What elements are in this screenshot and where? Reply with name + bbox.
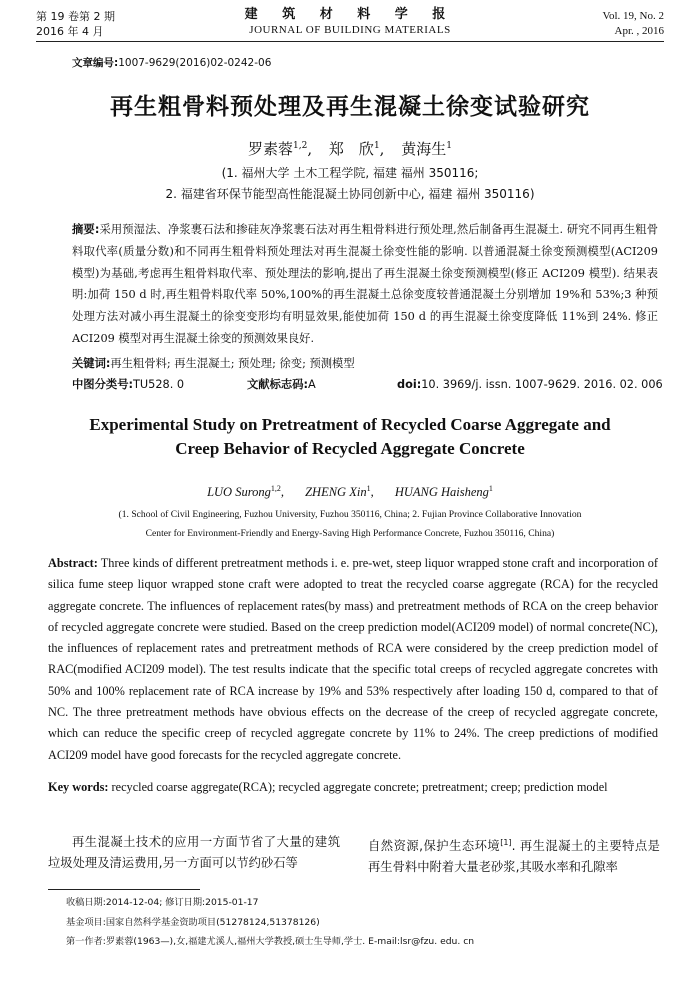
author-en-2: ZHENG Xin$^1$, xyxy=(305,484,374,500)
author-en-1: LUO Surong$^{1,2}$, xyxy=(207,484,284,500)
authors-en xyxy=(0,484,700,500)
title-en-line-2: Creep Behavior of Recycled Aggregate Concrete xyxy=(175,439,525,458)
running-header-left xyxy=(36,9,115,39)
author-cn-1: 罗素蓉$^{1,2}$, xyxy=(248,140,313,158)
affiliation-en-1: (1. School of Civil Engineering, Fuzhou University, Fuzhou 350116, China; 2. Fujian Province Collaborative Innovation xyxy=(118,509,582,520)
author-cn-2: 郑 欣$^1$, xyxy=(328,140,385,158)
title-en xyxy=(40,413,660,461)
footnote-author: 第一作者:罗素蓉(1963—),女,福建尤溪人,福州大学教授,硕士生导师,学士. E-mail:lsr@fzu. edu. cn xyxy=(66,936,475,947)
body-column-left: 再生混凝土技术的应用一方面节省了大量的建筑垃圾处理及清运费用,另一方面可以节约砂石等 xyxy=(48,835,340,870)
affiliation-cn-2: 2. 福建省环保节能型高性能混凝土协同创新中心, 福建 福州 350116) xyxy=(165,187,535,201)
title-en-line-1: Experimental Study on Pretreatment of Recycled Coarse Aggregate and xyxy=(89,415,611,434)
abstract-en-text: Three kinds of different pretreatment methods i. e. pre-wet, steep liquor wrapped stone craft and incorporation of silica fume steep liquor wrapped stone craft were adopted to treat the recycled coarse aggregate (RCA) for the recycled aggregate concrete. The influences of replacement rates(by mass) and pretreatment methods of RCA on the creep behavior of recycled aggregate concrete were studied. Based on the creep prediction model(ACI209 model) of normal concrete(NC), the influences of replacement rates and pretreatment methods of RCA were considered by the creep prediction model of RAC(modified ACI209 model). The test results indicate that the specific total creeps of recycled aggregate concretes with 50% and 100% replacement rate of RCA increase by 19% and 53% respectively after loading 150 d, compared to that of NC. The three pretreatment methods have obvious effects on the decrease of the creep of recycled aggregate concrete, which can reduce the specific creep of recycled aggregate concrete by 11% to 24%. The creep predictions of modified ACI209 model have good forecasts for the recycled aggregate concrete. xyxy=(48,556,658,762)
keywords-cn xyxy=(72,354,658,374)
article-number-value: 1007-9629(2016)02-0242-06 xyxy=(118,57,272,69)
abstract-en-label: Abstract: xyxy=(48,556,98,570)
affiliations-cn xyxy=(0,163,700,205)
footnote-divider xyxy=(48,889,200,890)
journal-name-en: JOURNAL OF BUILDING MATERIALS xyxy=(249,24,451,36)
abstract-cn-label: 摘要: xyxy=(72,223,100,236)
document-code: 文献标志码: A xyxy=(247,378,316,391)
volume-cn: 第 19 卷第 2 期 xyxy=(36,10,115,23)
date-en: Apr. , 2016 xyxy=(614,25,664,37)
keywords-cn-label: 关键词: xyxy=(72,357,111,370)
clc-number: 中图分类号: TU528. 0 xyxy=(72,378,185,391)
title-cn: 再生粗骨料预处理及再生混凝土徐变试验研究 xyxy=(110,94,590,120)
volume-en: Vol. 19, No. 2 xyxy=(602,10,664,22)
doi: doi: 10. 3969/j. issn. 1007-9629. 2016. 02. 006 xyxy=(397,378,663,391)
abstract-cn-text: 采用预湿法、净浆裹石法和掺硅灰净浆裹石法对再生粗骨料进行预处理,然后制备再生混凝土. 研究不同再生粗骨料取代率(质量分数)和不同再生粗骨料预处理法对再生混凝土徐变性能的影响. 以普通混凝土徐变预测模型(ACI209 模型)为基础,考虑再生粗骨料取代率、预处理法的影响,提出了再生混凝土徐变预测模型(修正 ACI209 模型). 结果表明:加荷 150 d 时,再生粗骨料取代率 50%,100%的再生混凝土总徐变度较普通混凝土分别增加 19%和 53%;3 种预处理方法对减小再生混凝土的徐变变形均有明显效果,能使加荷 150 d 的再生混凝土徐变度降低 11%到 24%. 修正 ACI209 模型对再生混凝土徐变的预测效果良好. xyxy=(72,223,658,345)
affiliations-en xyxy=(40,505,660,543)
abstract-en xyxy=(48,553,658,766)
date-cn: 2016 年 4 月 xyxy=(36,25,104,38)
journal-name-cn: 建 筑 材 料 学 报 xyxy=(244,7,456,22)
citation-ref[interactable]: [1] xyxy=(500,838,512,847)
affiliation-en-2: Center for Environment-Friendly and Energy-Saving High Performance Concrete, Fuzhou 350116, China) xyxy=(145,528,555,539)
affiliation-cn-1: (1. 福州大学 土木工程学院, 福建 福州 350116; xyxy=(221,166,479,180)
running-header-center xyxy=(230,7,470,37)
body-column-right: 自然资源,保护生态环境[1]. 再生混凝土的主要特点是再生骨料中附着大量老砂浆,其吸水率和孔隙率 xyxy=(368,838,660,875)
keywords-en-label: Key words: xyxy=(48,780,109,794)
authors-cn xyxy=(0,138,700,159)
article-number-label: 文章编号: xyxy=(72,57,119,69)
article-number xyxy=(72,55,271,70)
footnote-fund: 基金项目:国家自然科学基金资助项目(51278124,51378126) xyxy=(66,917,320,928)
keywords-en-text: recycled coarse aggregate(RCA); recycled aggregate concrete; pretreatment; creep; prediction model xyxy=(111,780,608,794)
footnote-dates: 收稿日期:2014-12-04; 修订日期:2015-01-17 xyxy=(66,897,259,908)
abstract-cn xyxy=(72,219,658,350)
keywords-cn-text: 再生粗骨料; 再生混凝土; 预处理; 徐变; 预测模型 xyxy=(110,357,355,370)
author-cn-3: 黄海生$^1$ xyxy=(401,140,452,158)
running-header-right xyxy=(602,9,664,39)
author-en-3: HUANG Haisheng$^1$ xyxy=(394,484,493,500)
keywords-en xyxy=(48,777,658,798)
header-divider xyxy=(36,41,664,42)
